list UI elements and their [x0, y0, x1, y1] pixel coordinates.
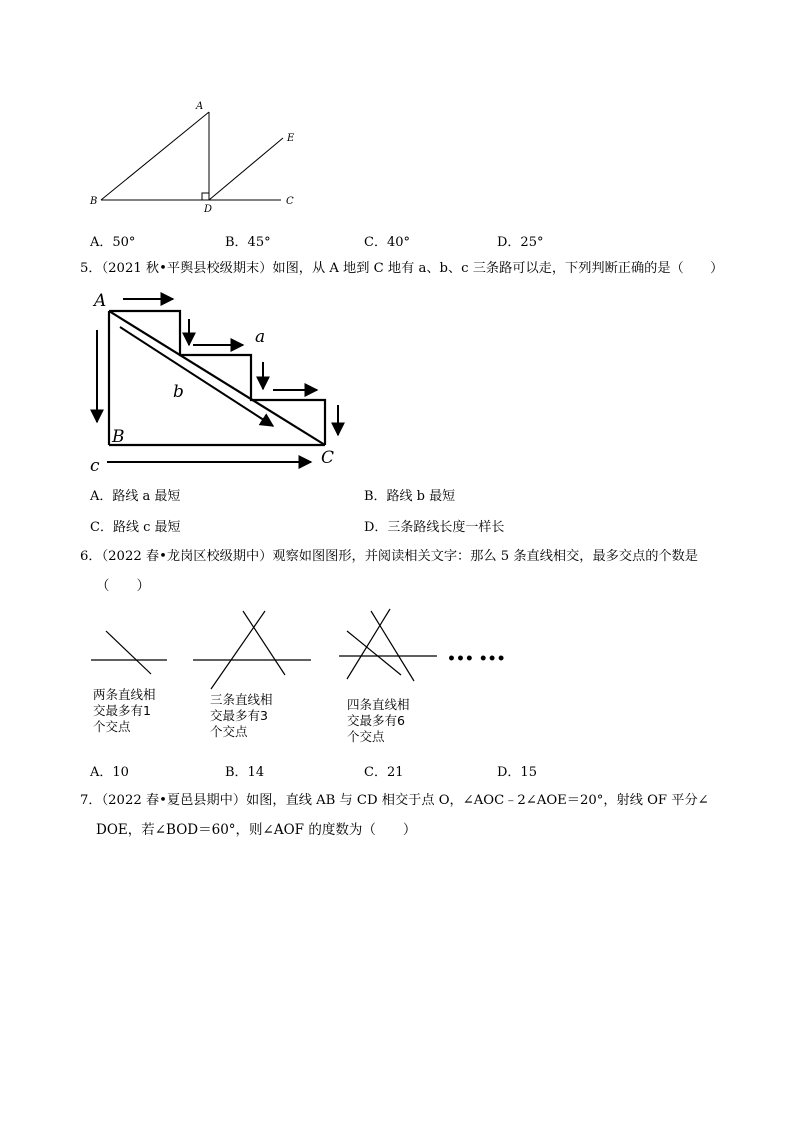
q5-option-c: C．路线 c 最短 [90, 520, 181, 535]
q6-option-b: B．14 [225, 765, 265, 780]
q6-option-c: C．21 [364, 765, 404, 780]
fig3-line-3 [347, 631, 401, 675]
label-E: E [287, 133, 295, 144]
q7-question-text-line2: DOE，若∠BOD＝60°，则∠AOF 的度数为（ ） [96, 822, 417, 838]
label-A: A [94, 291, 107, 311]
label-A: A [196, 101, 204, 112]
q6-question-text-line2: （ ） [96, 578, 150, 594]
label-D: D [204, 204, 213, 215]
caption-three-lines: 三条直线相 交最多有3 个交点 [210, 692, 273, 739]
q6-option-a: A．10 [90, 765, 129, 780]
label-b: b [173, 382, 184, 402]
fig2-line-right [243, 611, 285, 675]
q4-option-c: C．40° [364, 235, 410, 250]
q4-option-a: A．50° [90, 235, 136, 250]
q7-question-text-line1: 7．（2022 春•夏邑县期中）如图，直线 AB 与 CD 相交于点 O，∠AOC﹣2∠AOE＝20°，射线 OF 平分∠ [80, 793, 709, 808]
label-c: c [90, 456, 100, 475]
right-angle-mark [202, 193, 209, 200]
route-b-diagonal [109, 311, 325, 445]
ellipsis-dots: ••• ••• [447, 651, 506, 667]
fig1-slanted-line [106, 631, 151, 674]
label-B: B [112, 427, 125, 447]
fig2-line-left [211, 611, 265, 689]
caption-two-lines: 两条直线相 交最多有1 个交点 [93, 687, 156, 734]
staircase-routes-figure [85, 285, 355, 475]
label-C: C [321, 448, 335, 468]
triangle-figure [85, 98, 305, 218]
label-a: a [255, 327, 266, 347]
q5-option-a: A．路线 a 最短 [90, 489, 181, 504]
segment-DE [209, 138, 283, 200]
q5-question-text: 5．（2021 秋•平舆县校级期末）如图，从 A 地到 C 地有 a、b、c 三条路可以走，下列判断正确的是（ ） [80, 261, 724, 276]
intersecting-lines-figure [85, 605, 545, 695]
caption-four-lines: 四条直线相 交最多有6 个交点 [347, 697, 410, 744]
segment-BA [101, 112, 209, 200]
fig3-line-2 [371, 611, 414, 681]
q4-option-b: B．45° [225, 235, 271, 250]
q5-option-d: D．三条路线长度一样长 [364, 520, 505, 535]
q6-option-d: D．15 [497, 765, 537, 780]
fig3-line-1 [347, 609, 390, 679]
label-B: B [90, 196, 98, 207]
q4-option-d: D．25° [497, 235, 544, 250]
label-C: C [286, 196, 294, 207]
q6-question-text-line1: 6．（2022 春•龙岗区校级期中）观察如图图形，并阅读相关文字：那么 5 条直线相交，最多交点的个数是 [80, 549, 698, 564]
q5-option-b: B．路线 b 最短 [364, 489, 456, 504]
